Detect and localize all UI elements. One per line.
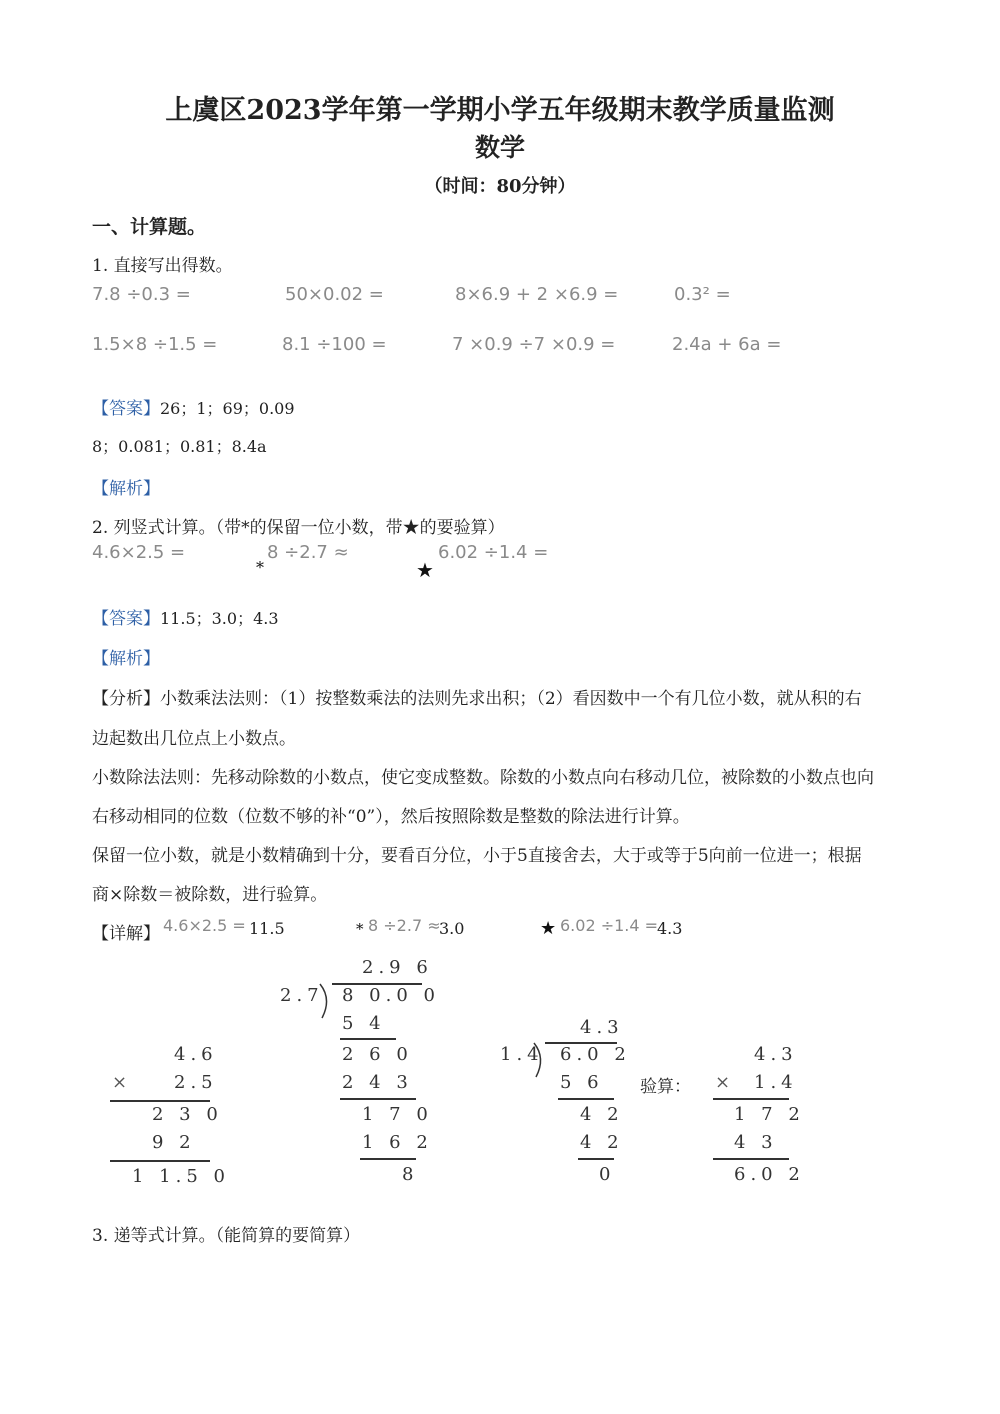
remainder: 1 7 0: [362, 1104, 433, 1125]
exam-title: 上虞区2023学年第一学期小学五年级期末教学质量监测: [165, 95, 835, 126]
times-sign: ×: [715, 1072, 736, 1093]
fenxi-line: [92, 684, 862, 709]
q1-answer-line2: 8；0.081；0.81；8.4a: [92, 437, 267, 456]
check-factor-a: 4.3: [754, 1044, 798, 1065]
q2-problem: 6.02 ÷1.4 =: [438, 542, 549, 563]
section-title: 一、计算题。: [92, 216, 207, 238]
answer-text: 11.5；3.0；4.3: [160, 609, 279, 628]
partial-product: 1 7 2: [734, 1104, 805, 1125]
subtrahend: 5 4: [342, 1013, 386, 1034]
mult-factor-a: 4.6: [174, 1044, 218, 1065]
mult-factor-b: 2.5: [174, 1072, 218, 1093]
q1-item: 7 ×0.9 ÷7 ×0.9 =: [452, 334, 616, 355]
q2-problem: 4.6×2.5 =: [92, 542, 186, 563]
detail-expr: 8 ÷2.7 ≈: [368, 916, 441, 935]
q1-answer: [92, 394, 295, 419]
detail-result: 3.0: [439, 919, 465, 938]
detail-expr: 4.6×2.5 =: [163, 916, 246, 935]
xiangjie-tag: 【详解】: [92, 924, 160, 944]
q1-item: 50×0.02 =: [285, 284, 384, 305]
divider-line: [558, 1098, 614, 1100]
star-icon: ★: [540, 918, 557, 939]
quotient: 2.9 6: [362, 957, 433, 978]
fenxi-text: 小数乘法法则：（1）按整数乘法的法则先求出积；（2）看因数中一个有几位小数，就从积的右: [160, 689, 862, 709]
divider-line: [110, 1160, 210, 1162]
quotient: 4.3: [580, 1017, 624, 1038]
divider-line: [340, 1038, 396, 1040]
dividend: 8 0.0 0: [342, 985, 440, 1006]
divider-line: [360, 1158, 416, 1160]
partial-product: 4 3: [734, 1132, 778, 1153]
final-remainder: 8: [402, 1164, 419, 1185]
subtrahend: 1 6 2: [362, 1132, 433, 1153]
check-factor-b: 1.4: [754, 1072, 798, 1093]
analysis-tag: 【解析】: [92, 649, 160, 669]
detail-result: 11.5: [249, 919, 285, 938]
divider-line: [578, 1158, 614, 1160]
star-icon: ★: [416, 558, 434, 582]
fenxi-tag: 【分析】: [92, 689, 160, 709]
answer-tag: 【答案】: [92, 399, 160, 419]
q3-prompt: 3. 递等式计算。（能简算的要简算）: [92, 1226, 361, 1246]
q1-item: 8×6.9 + 2 ×6.9 =: [455, 284, 619, 305]
divisor: 2.7: [280, 985, 324, 1006]
detail-expr: 6.02 ÷1.4 =: [560, 916, 659, 935]
analysis-tag: 【解析】: [92, 479, 160, 499]
asterisk-mark: *: [256, 558, 264, 577]
q1-item: 7.8 ÷0.3 =: [92, 284, 191, 305]
q1-item: 0.3² =: [674, 284, 731, 305]
answer-tag: 【答案】: [92, 609, 160, 629]
final-remainder: 0: [599, 1164, 616, 1185]
fenxi-text: 边起数出几位点上小数点。: [92, 729, 296, 749]
answer-text: 26；1；69；0.09: [160, 399, 295, 418]
fenxi-text: 小数除法法则：先移动除数的小数点，使它变成整数。除数的小数点向右移动几位，被除数的小数点也向: [92, 768, 874, 788]
check-result: 6.0 2: [734, 1164, 805, 1185]
q2-problem: 8 ÷2.7 ≈: [267, 542, 349, 563]
partial-product: 9 2: [152, 1132, 196, 1153]
fenxi-text: 保留一位小数，就是小数精确到十分，要看百分位，小于5直接舍去，大于或等于5向前一位进一；根据: [92, 846, 862, 866]
exam-time: （时间：80分钟）: [424, 176, 576, 197]
q1-item: 2.4a + 6a =: [672, 334, 782, 355]
fenxi-text: 右移动相同的位数（位数不够的补“0”），然后按照除数是整数的除法进行计算。: [92, 807, 690, 827]
subtrahend: 2 4 3: [342, 1072, 413, 1093]
fenxi-text: 商×除数＝被除数，进行验算。: [92, 885, 328, 905]
times-sign: ×: [112, 1072, 133, 1093]
divider-line: [713, 1158, 789, 1160]
dividend: 6.0 2: [560, 1044, 631, 1065]
q1-item: 8.1 ÷100 =: [282, 334, 387, 355]
partial-product: 2 3 0: [152, 1104, 223, 1125]
remainder: 2 6 0: [342, 1044, 413, 1065]
subject-title: 数学: [474, 133, 525, 162]
subtrahend: 5 6: [560, 1072, 604, 1093]
mult-result: 1 1.5 0: [132, 1166, 230, 1187]
divisor: 1.4: [500, 1044, 544, 1065]
check-label: 验算：: [640, 1077, 691, 1097]
q2-prompt: 2. 列竖式计算。（带*的保留一位小数，带★的要验算）: [92, 518, 505, 538]
divider-line: [340, 1098, 416, 1100]
divider-line: [713, 1098, 789, 1100]
remainder: 4 2: [580, 1104, 624, 1125]
q1-item: 1.5×8 ÷1.5 =: [92, 334, 218, 355]
divider-line: [110, 1100, 210, 1102]
asterisk-mark: *: [356, 920, 364, 938]
q1-prompt: 1. 直接写出得数。: [92, 256, 233, 276]
subtrahend: 4 2: [580, 1132, 624, 1153]
detail-result: 4.3: [657, 919, 683, 938]
q2-answer: [92, 604, 279, 629]
